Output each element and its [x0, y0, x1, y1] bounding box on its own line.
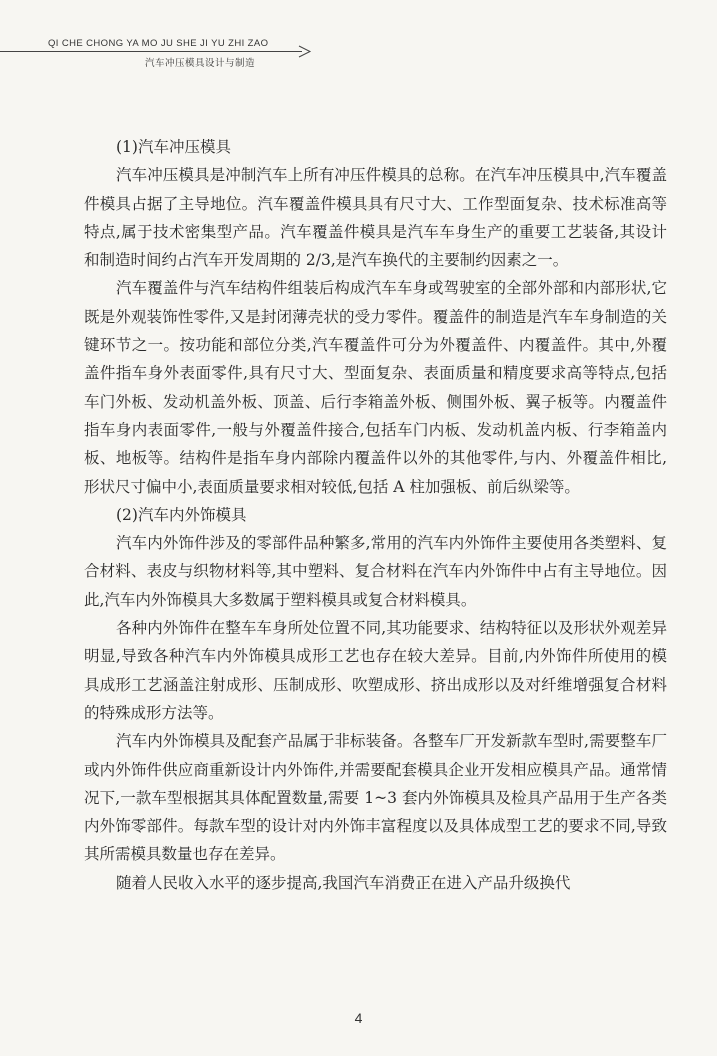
paragraph: 汽车冲压模具是冲制汽车上所有冲压件模具的总称。在汽车冲压模具中,汽车覆盖件模具占据了主导地位。汽车覆盖件模具具有尺寸大、工作型面复杂、技术标准高等特点,属于技术密集型产品。汽车覆盖件模具是汽车车身生产的重要工艺装备,其设计和制造时间约占汽车开发周期的 2/3,是汽车换代的主要制约因素之一。 — [84, 166, 667, 270]
header-rule — [0, 51, 302, 52]
arrow-right-icon — [298, 45, 312, 58]
paragraph: 汽车覆盖件与汽车结构件组装后构成汽车车身或驾驶室的全部外部和内部形状,它既是外观装饰性零件,又是封闭薄壳状的受力零件。覆盖件的制造是汽车车身制造的关键环节之一。按功能和部位分类,汽车覆盖件可分为外覆盖件、内覆盖件。其中,外覆盖件指车身外表面零件,具有尺寸大、型面复杂、表面质量和精度要求高等特点,包括车门外板、发动机盖外板、顶盖、后行李箱盖外板、侧围外板、翼子板等。内覆盖件指车身内表面零件,一般与外覆盖件接合,包括车门内板、发动机盖内板、行李箱盖内板、地板等。结构件是指车身内部除内覆盖件以外的其他零件,与内、外覆盖件相比,形状尺寸偏中小,表面质量要求相对较低,包括 A 柱加强板、前后纵梁等。 — [84, 279, 667, 496]
paragraph: 汽车内外饰模具及配套产品属于非标装备。各整车厂开发新款车型时,需要整车厂或内外饰件供应商重新设计内外饰件,并需要配套模具企业开发相应模具产品。通常情况下,一款车型根据其具体配置数量,需要 1~3 套内外饰模具及检具产品用于生产各类内外饰零部件。每款车型的设计对内外饰丰富程度以及具体成型工艺的要求不同,导致其所需模具数量也存在差异。 — [84, 732, 667, 864]
section-heading: (1)汽车冲压模具 — [116, 138, 231, 156]
body-text — [84, 133, 667, 897]
section-heading: (2)汽车内外饰模具 — [116, 505, 247, 524]
header-chinese-title: 汽车冲压模具设计与制造 — [145, 58, 256, 69]
page-number: 4 — [354, 1010, 363, 1026]
paragraph: 随着人民收入水平的逐步提高,我国汽车消费正在进入产品升级换代 — [116, 873, 571, 892]
running-header — [0, 30, 717, 80]
paragraph: 各种内外饰件在整车车身所处位置不同,其功能要求、结构特征以及形状外观差异明显,导致各种汽车内外饰模具成形工艺也存在较大差异。目前,内外饰件所使用的模具成形工艺涵盖注射成形、压制成形、吹塑成形、挤出成形以及对纤维增强复合材料的特殊成形方法等。 — [84, 619, 667, 722]
header-pinyin-title: QI CHE CHONG YA MO JU SHE JI YU ZHI ZAO — [48, 38, 269, 49]
paragraph: 汽车内外饰件涉及的零部件品种繁多,常用的汽车内外饰件主要使用各类塑料、复合材料、表皮与织物材料等,其中塑料、复合材料在汽车内外饰件中占有主导地位。因此,汽车内外饰模具大多数属于塑料模具或复合材料模具。 — [84, 534, 667, 609]
